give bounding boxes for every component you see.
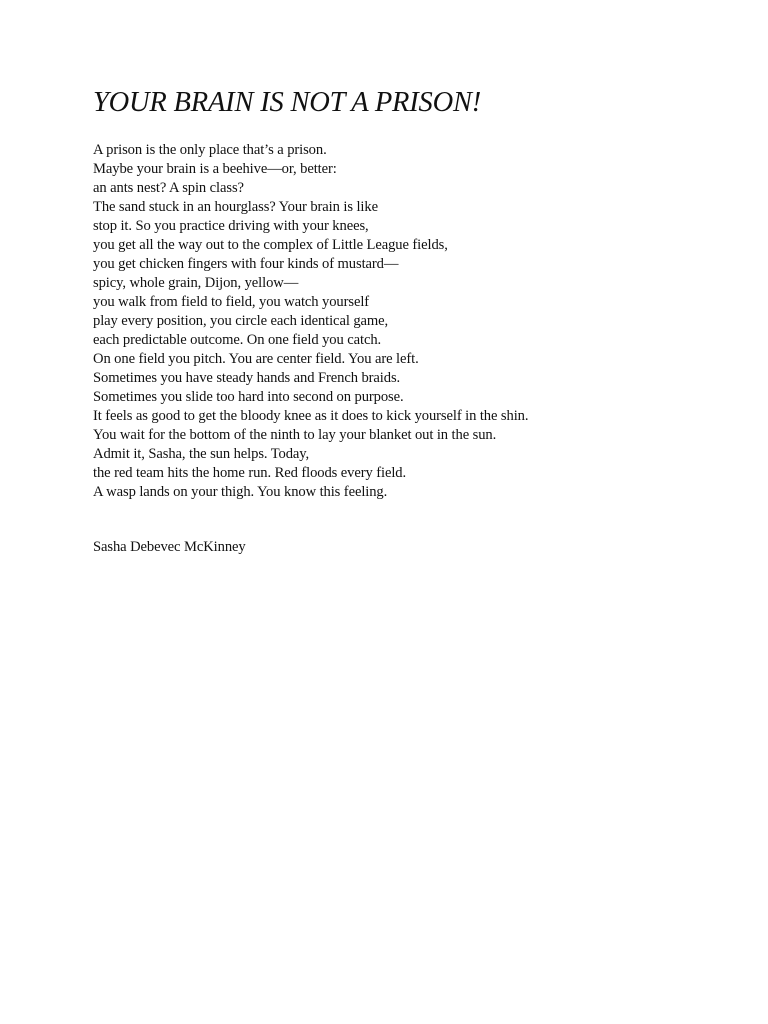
poem-line: the red team hits the home run. Red floods every field. bbox=[93, 465, 407, 481]
poem-title: YOUR BRAIN IS NOT A PRISON! bbox=[93, 87, 482, 118]
poem-line: each predictable outcome. On one field you catch. bbox=[93, 332, 382, 348]
poem-body bbox=[93, 141, 733, 502]
poem-line: you walk from field to field, you watch yourself bbox=[93, 294, 370, 310]
poem-line: A prison is the only place that’s a prison. bbox=[93, 142, 327, 158]
poem-line: The sand stuck in an hourglass? Your brain is like bbox=[93, 199, 378, 215]
poem-line: you get all the way out to the complex of Little League fields, bbox=[93, 237, 448, 253]
poem-line: Maybe your brain is a beehive—or, better: bbox=[93, 161, 337, 177]
poem-line: an ants nest? A spin class? bbox=[93, 180, 244, 196]
poem-line: It feels as good to get the bloody knee as it does to kick yourself in the shin. bbox=[93, 408, 529, 424]
poem-line: Sometimes you have steady hands and French braids. bbox=[93, 370, 401, 386]
poem-line: stop it. So you practice driving with your knees, bbox=[93, 218, 369, 234]
poem-line: you get chicken fingers with four kinds of mustard— bbox=[93, 256, 399, 272]
poem-line: play every position, you circle each identical game, bbox=[93, 313, 389, 329]
poem-line: Sometimes you slide too hard into second on purpose. bbox=[93, 389, 404, 405]
poem-line: On one field you pitch. You are center field. You are left. bbox=[93, 351, 419, 367]
document-page bbox=[93, 86, 733, 557]
author-name: Sasha Debevec McKinney bbox=[93, 539, 246, 555]
poem-line: spicy, whole grain, Dijon, yellow— bbox=[93, 275, 299, 291]
poem-line: You wait for the bottom of the ninth to lay your blanket out in the sun. bbox=[93, 427, 497, 443]
poem-line: A wasp lands on your thigh. You know this feeling. bbox=[93, 484, 388, 500]
poem-line: Admit it, Sasha, the sun helps. Today, bbox=[93, 446, 310, 462]
